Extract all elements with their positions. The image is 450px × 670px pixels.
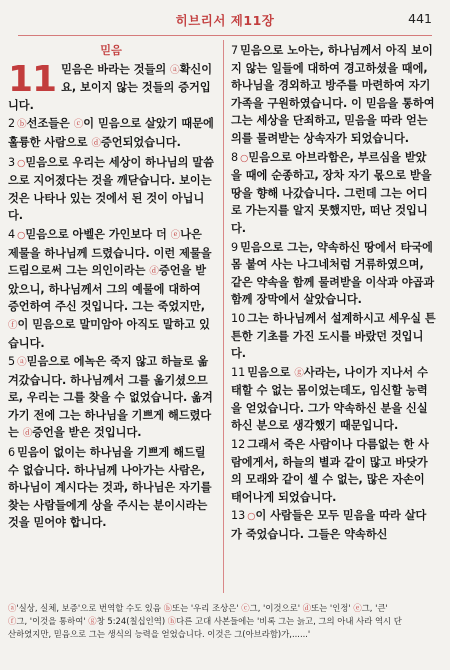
verse-number: 8 <box>231 150 239 164</box>
verse-number: 7 <box>231 44 239 57</box>
page-number: 441 <box>408 11 432 26</box>
verse-text: 믿음은 바라는 것들의 <box>61 62 171 76</box>
verse-13 <box>231 507 437 543</box>
verse-text: 증언을 받았으니, 하나님께서 그의 예물에 대하여 증언하여 주신 것입니다. 그는 죽었지만, <box>8 264 207 314</box>
verse-8 <box>231 149 437 238</box>
verse-2 <box>8 115 214 152</box>
verse-6 <box>8 444 214 532</box>
book-title: 히브리서 제11장 <box>175 13 275 28</box>
verse-number: 9 <box>231 240 239 254</box>
footnote-text: 다른 고대 사본들에는 '비록 그는 늙고, 그의 아내 사라 역시 단 <box>176 616 402 626</box>
verse-number: 10 <box>231 311 246 325</box>
verse-number: 13 <box>231 509 246 523</box>
footnote-marker[interactable]: ⓒ <box>73 119 84 131</box>
verse-text: 믿음으로 우리는 세상이 하나님의 말씀으로 지어졌다는 것을 깨닫습니다. 보이는 것은 나타나 있는 것에서 된 것이 아닙니다. <box>8 155 214 223</box>
verse-text: 사라는, 나이가 지나서 수태할 수 없는 몸이었는데도, 임신할 능력을 얻었습니다. 그가 약속하신 분을 신실하신 분으로 생각했기 때문입니다. <box>231 365 428 433</box>
verse-text: 믿음으로 에녹은 죽지 않고 하늘로 옮겨갔습니다. 하나님께서 그를 옮기셨으므로, 우리는 그를 찾을 수 없었습니다. 옮겨가기 전에 그는 하나님을 기쁘게 해드렸다는 <box>8 355 213 440</box>
verse-7 <box>231 42 437 148</box>
footnote-marker[interactable]: ⓔ <box>170 229 181 241</box>
verse-9 <box>231 239 437 309</box>
verse-11 <box>231 364 437 435</box>
verse-text: 믿음이 없이는 하나님을 기쁘게 해드릴 수 없습니다. 하나님께 나아가는 사람은, 하나님이 계시다는 것과, 하나님은 자기를 찾는 사람들에게 상을 주시는 분이시라는 것을 믿어야 합니다. <box>8 446 212 530</box>
verse-text: 그는 하나님께서 설계하시고 세우실 튼튼한 기초를 가진 도시를 바랐던 것입니다. <box>231 311 436 361</box>
footnote-line <box>8 615 438 628</box>
verse-text: 이 사람들은 모두 믿음을 따라 살다가 죽었습니다. 그들은 약속하신 <box>231 509 427 542</box>
verse-4 <box>8 226 214 352</box>
footnote-marker[interactable]: ⓐ <box>170 64 180 76</box>
footnote-text: 창 5:24(칠십인역) <box>96 616 168 626</box>
verse-text: 증언을 받은 것입니다. <box>32 426 142 440</box>
left-column <box>8 42 214 533</box>
footnote-marker[interactable]: ⓐ <box>17 357 27 369</box>
verse-12 <box>231 436 437 506</box>
verse-text: 믿음으로 노아는, 하나님께서 아직 보이지 않는 일들에 대하여 경고하셨을 때에, 하나님을 경외하고 방주를 마련하여 자기 가족을 구원하였습니다. 이 믿음을 통하여 그는 세상을 단죄하고, 믿음을 따라 얻는 의를 물려받는 상속자가 되었습니다. <box>231 44 435 145</box>
footnote-marker[interactable]: ⓓ <box>22 428 33 440</box>
column-divider <box>223 40 224 593</box>
footnote-marker: ⓖ <box>88 616 97 626</box>
verse-number: 6 <box>8 446 16 460</box>
verse-text: 이 믿음으로 말미암아 아직도 말하고 있습니다. <box>8 317 210 350</box>
footnote-text: 또는 '우리 조상은' <box>172 603 242 613</box>
paragraph-marker: ○ <box>240 152 249 164</box>
verse-number: 3 <box>8 155 16 169</box>
footnote-marker: ⓕ <box>8 616 17 626</box>
section-heading: 믿음 <box>100 44 122 57</box>
verse-5 <box>8 353 214 443</box>
verse-number: 2 <box>8 117 16 131</box>
verse-text: 증언되었습니다. <box>100 135 181 149</box>
verse-10 <box>231 310 437 363</box>
paragraph-marker: ○ <box>247 511 256 523</box>
header-rule <box>18 35 432 36</box>
verse-number: 12 <box>231 438 246 452</box>
verse-text: 확신이요, 보이지 않는 것들의 증거입니다. <box>8 62 212 112</box>
chapter-number: 11 <box>8 58 57 100</box>
verse-text: 이 믿음으로 살았기 때문에 훌륭한 사람으로 <box>8 117 214 149</box>
footnote-marker[interactable]: ⓓ <box>149 266 159 278</box>
verse-number: 11 <box>231 365 246 379</box>
verse-1 <box>8 58 214 115</box>
footnote-marker[interactable]: ⓓ <box>91 137 101 149</box>
footnote-text: 또는 '인정' <box>311 603 354 613</box>
footnote-marker: ⓓ <box>302 603 312 613</box>
footnote-line <box>8 602 438 615</box>
verse-3 <box>8 154 214 225</box>
verse-text: 믿음으로 아벨은 가인보다 더 <box>25 227 171 241</box>
footnote-text: 그, '큰' <box>361 603 388 613</box>
verse-text: 믿음으로 그는, 약속하신 땅에서 타국에 몸 붙여 사는 나그네처럼 거류하였으며, 같은 약속을 함께 물려받을 이삭과 야곱과 함께 장막에서 살았습니다. <box>231 240 435 307</box>
footnote-marker: ⓑ <box>163 603 173 613</box>
footnote-text: 그, '이것으로' <box>249 603 303 613</box>
verse-text: 그래서 죽은 사람이나 다름없는 한 사람에게서, 하늘의 별과 같이 많고 바닷가의 모래와 같이 셀 수 없는, 많은 자손이 태어나게 되었습니다. <box>231 438 429 504</box>
footnote-marker[interactable]: ⓖ <box>294 367 304 379</box>
verse-text: 믿음으로 <box>247 365 295 379</box>
footnote-text: '실상, 실체, 보증'으로 번역할 수도 있음 <box>16 603 164 613</box>
page-header <box>0 0 450 36</box>
verse-number: 4 <box>8 227 16 241</box>
footnote-marker: ⓒ <box>241 603 250 613</box>
footnote-text: 그, '이것을 통하여' <box>16 616 89 626</box>
verse-text: 나은 제물을 하나님께 드렸습니다. 이런 제물을 드림으로써 그는 의인이라는 <box>8 227 212 278</box>
footnote-marker: ⓗ <box>167 616 177 626</box>
right-column <box>231 42 437 545</box>
footnote-marker[interactable]: ⓕ <box>8 319 18 331</box>
paragraph-marker: ○ <box>17 229 26 241</box>
footnote-marker[interactable]: ⓑ <box>17 119 27 131</box>
verse-text: 선조들은 <box>26 117 74 131</box>
verse-text: 믿음으로 아브라함은, 부르심을 받았을 때에 순종하고, 장차 자기 몫으로 받을 땅을 향해 나갔습니다. 그런데 그는 어디로 가는지를 알지 못했지만, 떠난 것입니다. <box>231 150 432 235</box>
footnotes <box>8 602 438 641</box>
verse-number: 5 <box>8 355 16 369</box>
paragraph-marker: ○ <box>17 157 26 169</box>
footnote-marker: ⓐ <box>8 603 17 613</box>
footnote-text: 산하였지만, 믿음으로 그는 생식의 능력을 얻었습니다. 이것은 그(아브라함)가,......' <box>8 629 311 639</box>
footnote-line <box>8 628 438 641</box>
footnote-marker: ⓔ <box>353 603 362 613</box>
